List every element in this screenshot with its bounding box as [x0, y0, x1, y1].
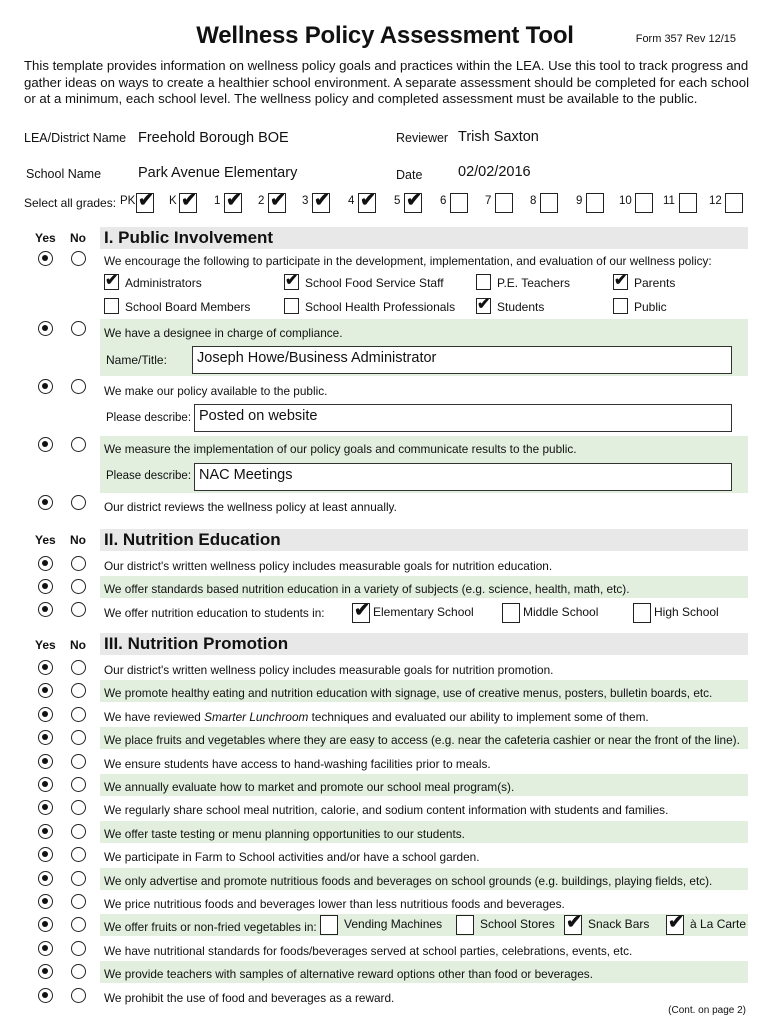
no-radio[interactable] [71, 379, 86, 394]
checkmark-icon: ✔ [566, 912, 582, 933]
reviewer-label: Reviewer [396, 131, 449, 145]
yes-radio[interactable] [38, 495, 53, 510]
checkbox[interactable] [564, 912, 582, 935]
describe-label: Please describe: [106, 412, 192, 424]
yes-radio[interactable] [38, 437, 53, 452]
checkmark-icon: ✔ [314, 190, 330, 211]
grade-label: PK [120, 195, 136, 207]
question-text: We promote healthy eating and nutrition education with signage, use of creative menus, posters, bulletin boards, etc. [104, 686, 713, 700]
yes-radio[interactable] [38, 917, 53, 932]
participant-option: Students [497, 300, 545, 314]
question-text: We regularly share school meal nutrition, calorie, and sodium content information with students and families. [104, 803, 669, 817]
question-text: We annually evaluate how to market and promote our school meal program(s). [104, 780, 515, 794]
checkbox[interactable] [586, 193, 604, 213]
grade-label: 1 [214, 195, 221, 207]
grade-label: 9 [576, 195, 583, 207]
no-radio[interactable] [71, 730, 86, 745]
checkbox[interactable] [450, 193, 468, 213]
question-text: We measure the implementation of our policy goals and communicate results to the public. [104, 442, 577, 456]
yes-radio[interactable] [38, 847, 53, 862]
question-text: We ensure students have access to hand-washing facilities prior to meals. [104, 757, 491, 771]
checkbox[interactable] [725, 193, 743, 213]
checkbox[interactable] [635, 193, 653, 213]
grade-label: K [169, 195, 177, 207]
yes-radio[interactable] [38, 964, 53, 979]
question-text: We have a designee in charge of compliance. [104, 326, 343, 340]
question-text: We only advertise and promote nutritious foods and beverages on school grounds (e.g. buildings, playing fields, etc). [104, 874, 713, 888]
yes-radio[interactable] [38, 683, 53, 698]
grade-label: 6 [440, 195, 447, 207]
grade-label: 2 [258, 195, 265, 207]
checkbox[interactable] [358, 190, 376, 213]
question-text: We have nutritional standards for foods/beverages served at school parties, celebrations, events, etc. [104, 944, 633, 958]
checkbox[interactable] [495, 193, 513, 213]
checkbox[interactable] [104, 298, 119, 314]
checkbox[interactable] [104, 274, 119, 290]
checkbox[interactable] [179, 190, 197, 213]
form-number: Form 357 Rev 12/15 [635, 33, 736, 45]
smarter-lunchroom-term: Smarter Lunchroom [204, 710, 309, 724]
describe-label: Please describe: [106, 470, 192, 482]
checkmark-icon: ✔ [285, 272, 299, 289]
yes-radio[interactable] [38, 707, 53, 722]
checkbox[interactable] [540, 193, 558, 213]
page-title: Wellness Policy Assessment Tool [196, 22, 574, 49]
question-text: Our district reviews the wellness policy at least annually. [104, 500, 397, 514]
question-text: Our district's written wellness policy includes measurable goals for nutrition promotion. [104, 663, 554, 677]
checkmark-icon: ✔ [360, 190, 376, 211]
no-radio[interactable] [71, 251, 86, 266]
checkbox[interactable] [666, 912, 684, 935]
no-header: No [70, 533, 86, 547]
venue-option: School Stores [480, 917, 555, 931]
checkbox[interactable] [136, 190, 154, 213]
question-text: We prohibit the use of food and beverages as a reward. [104, 991, 395, 1005]
no-radio[interactable] [71, 707, 86, 722]
no-radio[interactable] [71, 660, 86, 675]
participant-option: School Food Service Staff [305, 276, 444, 290]
participant-option: School Health Professionals [305, 300, 456, 314]
grade-label: 10 [619, 195, 632, 207]
question-text: We offer nutrition education to students in: [104, 606, 325, 620]
date-label: Date [396, 168, 423, 182]
yes-radio[interactable] [38, 251, 53, 266]
section-3-title: III. Nutrition Promotion [104, 634, 289, 653]
school-label: School Name [26, 167, 102, 181]
checkbox[interactable] [613, 274, 628, 290]
grade-label: 12 [709, 195, 722, 207]
no-radio[interactable] [71, 602, 86, 617]
checkbox[interactable] [320, 915, 338, 935]
question-text: We price nutritious foods and beverages lower than less nutritious foods and beverages. [104, 897, 565, 911]
venue-option: Vending Machines [344, 917, 443, 931]
venue-option: Snack Bars [588, 917, 650, 931]
participant-option: School Board Members [125, 300, 251, 314]
no-radio[interactable] [71, 683, 86, 698]
public-availability-field[interactable]: Posted on website [194, 404, 732, 432]
checkmark-icon: ✔ [181, 190, 197, 211]
no-radio[interactable] [71, 988, 86, 1003]
checkbox[interactable] [284, 298, 299, 314]
name-title-label: Name/Title: [106, 353, 167, 367]
no-radio[interactable] [71, 321, 86, 336]
checkmark-icon: ✔ [105, 272, 119, 289]
yes-radio[interactable] [38, 660, 53, 675]
school-field[interactable]: Park Avenue Elementary [138, 165, 298, 181]
measurement-field[interactable]: NAC Meetings [194, 463, 732, 491]
checkmark-icon: ✔ [270, 190, 286, 211]
no-radio[interactable] [71, 437, 86, 452]
checkbox[interactable] [456, 915, 474, 935]
no-radio[interactable] [71, 579, 86, 594]
question-text: We offer taste testing or menu planning opportunities to our students. [104, 827, 465, 841]
checkbox[interactable] [404, 190, 422, 213]
question-text: We provide teachers with samples of alternative reward options other than food or beverages. [104, 967, 593, 981]
lea-field[interactable]: Freehold Borough BOE [138, 130, 289, 146]
checkbox[interactable] [268, 190, 286, 213]
checkbox[interactable] [312, 190, 330, 213]
checkbox[interactable] [679, 193, 697, 213]
grade-label: 7 [485, 195, 492, 207]
checkmark-icon: ✔ [226, 190, 242, 211]
no-radio[interactable] [71, 964, 86, 979]
grade-label: 5 [394, 195, 401, 207]
checkbox[interactable] [224, 190, 242, 213]
question-text-part: techniques and evaluated our ability to implement some of them. [308, 710, 649, 724]
continued-note: (Cont. on page 2) [668, 1005, 746, 1016]
question-text: We offer standards based nutrition education in a variety of subjects (e.g. science, health, math, etc). [104, 582, 630, 596]
reviewer-field[interactable]: Trish Saxton [458, 129, 539, 145]
question-text: We offer fruits or non-fried vegetables in: [104, 920, 317, 934]
checkmark-icon: ✔ [614, 272, 628, 289]
yes-radio[interactable] [38, 871, 53, 886]
grade-label: 11 [663, 195, 675, 207]
question-text: We make our policy available to the public. [104, 384, 328, 398]
no-radio[interactable] [71, 824, 86, 839]
participant-option: Administrators [125, 276, 202, 290]
question-text: We encourage the following to participate in the development, implementation, and evaluation of our wellness policy: [104, 254, 712, 268]
date-field[interactable]: 02/02/2016 [458, 164, 531, 180]
yes-header: Yes [35, 533, 56, 547]
yes-header: Yes [35, 231, 56, 245]
name-title-field[interactable]: Joseph Howe/Business Administrator [192, 346, 732, 374]
grade-label: 3 [302, 195, 309, 207]
no-radio[interactable] [71, 941, 86, 956]
checkmark-icon: ✔ [406, 190, 422, 211]
question-text: Our district's written wellness policy includes measurable goals for nutrition education. [104, 559, 553, 573]
intro-text: This template provides information on wellness policy goals and practices within the LEA. Use this tool to track progress and gather ideas on ways to create a healthier school environment. A separate assessment should be completed for each school or at a minimum, each school level. The wellness policy and completed assessment must be available to the public. [24, 58, 750, 106]
no-radio[interactable] [71, 556, 86, 571]
question-text: We place fruits and vegetables where they are easy to access (e.g. near the cafeteria cashier or near the front of the line). [104, 733, 740, 747]
no-radio[interactable] [71, 871, 86, 886]
checkmark-icon: ✔ [138, 190, 154, 211]
no-radio[interactable] [71, 894, 86, 909]
yes-radio[interactable] [38, 379, 53, 394]
yes-radio[interactable] [38, 602, 53, 617]
no-radio[interactable] [71, 754, 86, 769]
no-radio[interactable] [71, 495, 86, 510]
checkbox[interactable] [352, 600, 370, 623]
question-text: We participate in Farm to School activities and/or have a school garden. [104, 850, 480, 864]
lea-label: LEA/District Name [24, 131, 127, 145]
participant-option: Parents [634, 276, 676, 290]
question-text [104, 710, 649, 724]
checkbox[interactable] [502, 603, 520, 623]
no-header: No [70, 231, 86, 245]
yes-radio[interactable] [38, 754, 53, 769]
checkbox[interactable] [476, 274, 491, 290]
section-1-title: I. Public Involvement [104, 228, 274, 247]
yes-header: Yes [35, 638, 56, 652]
venue-option: à La Carte [690, 917, 747, 931]
yes-radio[interactable] [38, 800, 53, 815]
checkmark-icon: ✔ [668, 912, 684, 933]
grade-label: 8 [530, 195, 537, 207]
grade-label: 4 [348, 195, 355, 207]
yes-radio[interactable] [38, 777, 53, 792]
yes-radio[interactable] [38, 556, 53, 571]
school-level-option: High School [654, 605, 719, 619]
no-radio[interactable] [71, 777, 86, 792]
no-radio[interactable] [71, 917, 86, 932]
checkbox[interactable] [613, 298, 628, 314]
no-radio[interactable] [71, 800, 86, 815]
yes-radio[interactable] [38, 824, 53, 839]
yes-radio[interactable] [38, 988, 53, 1003]
grades-label: Select all grades: [24, 196, 117, 210]
participant-option: Public [634, 300, 667, 314]
checkbox[interactable] [476, 298, 491, 314]
checkmark-icon: ✔ [477, 296, 491, 313]
no-header: No [70, 638, 86, 652]
school-level-option: Middle School [523, 605, 599, 619]
section-2-title: II. Nutrition Education [104, 530, 281, 549]
yes-radio[interactable] [38, 941, 53, 956]
no-radio[interactable] [71, 847, 86, 862]
question-text-part: We have reviewed [104, 710, 205, 724]
checkmark-icon: ✔ [354, 600, 370, 621]
participant-option: P.E. Teachers [497, 276, 570, 290]
yes-radio[interactable] [38, 894, 53, 909]
checkbox[interactable] [284, 274, 299, 290]
checkbox[interactable] [633, 603, 651, 623]
yes-radio[interactable] [38, 321, 53, 336]
school-level-option: Elementary School [373, 605, 474, 619]
yes-radio[interactable] [38, 579, 53, 594]
yes-radio[interactable] [38, 730, 53, 745]
